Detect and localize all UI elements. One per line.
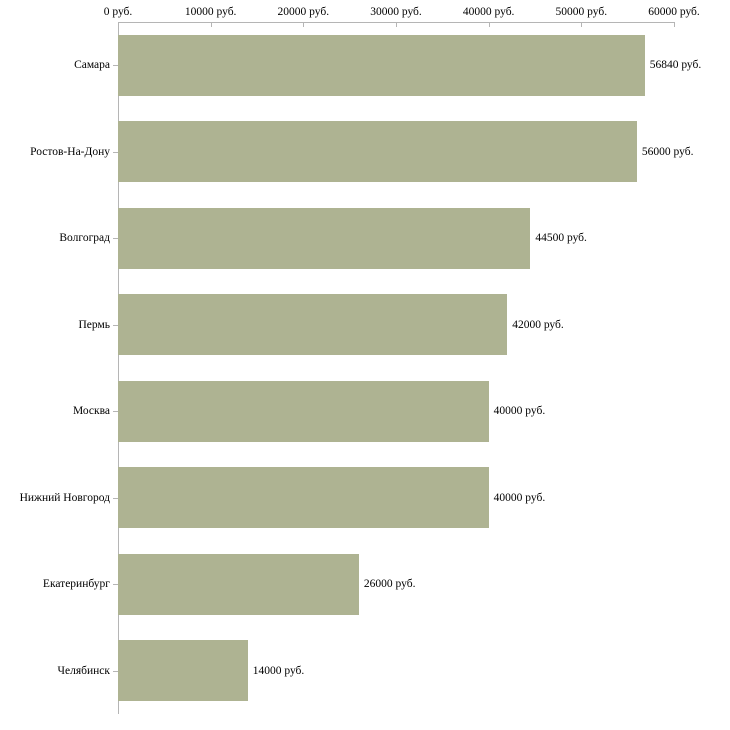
- bar[interactable]: [118, 467, 489, 528]
- bar-row: [118, 294, 674, 355]
- bar-value-label: 56000 руб.: [641, 145, 694, 158]
- bar-row: [118, 121, 694, 182]
- bar[interactable]: [118, 381, 489, 442]
- bar-row: [118, 35, 702, 96]
- x-tick-label: 0 руб.: [103, 6, 133, 18]
- x-tick-label: 20000 руб.: [277, 6, 330, 18]
- bar[interactable]: [118, 121, 637, 182]
- y-tick-mark: [113, 65, 118, 66]
- bar-value-label: 26000 руб.: [363, 578, 416, 591]
- x-tick-label: 10000 руб.: [184, 6, 237, 18]
- category-label: Москва: [72, 405, 110, 418]
- x-tick-mark: [674, 22, 675, 27]
- bar[interactable]: [118, 35, 645, 96]
- x-tick-label: 30000 руб.: [370, 6, 422, 18]
- x-tick-label: 40000 руб.: [462, 6, 515, 18]
- bar[interactable]: [118, 294, 507, 355]
- bar[interactable]: [118, 640, 248, 701]
- plot-area: [118, 22, 702, 714]
- x-tick-label: 60000 руб.: [648, 6, 700, 18]
- bar-value-label: 40000 руб.: [493, 405, 546, 418]
- bar-value-label: 56840 руб.: [649, 59, 702, 72]
- y-tick-mark: [113, 238, 118, 239]
- y-tick-mark: [113, 411, 118, 412]
- y-tick-mark: [113, 671, 118, 672]
- y-tick-mark: [113, 584, 118, 585]
- category-label: Екатеринбург: [42, 578, 110, 591]
- category-labels: [0, 22, 114, 714]
- bar-row: [118, 381, 674, 442]
- bar[interactable]: [118, 208, 530, 269]
- category-label: Пермь: [78, 318, 110, 331]
- bar-row: [118, 554, 674, 615]
- bar-value-label: 40000 руб.: [493, 491, 546, 504]
- bar-row: [118, 640, 674, 701]
- bar-row: [118, 467, 674, 528]
- bar-value-label: 42000 руб.: [512, 318, 564, 331]
- category-label: Челябинск: [57, 664, 110, 677]
- category-label: Ростов-На-Дону: [30, 145, 110, 158]
- bar-row: [118, 208, 674, 269]
- y-tick-mark: [113, 325, 118, 326]
- bar-value-label: 44500 руб.: [535, 232, 587, 245]
- y-tick-mark: [113, 498, 118, 499]
- y-tick-mark: [113, 152, 118, 153]
- category-label: Самара: [74, 59, 110, 72]
- x-tick-label: 50000 руб.: [555, 6, 608, 18]
- category-label: Нижний Новгород: [19, 491, 110, 504]
- category-label: Волгоград: [59, 232, 110, 245]
- bar[interactable]: [118, 554, 359, 615]
- bar-value-label: 14000 руб.: [252, 664, 305, 677]
